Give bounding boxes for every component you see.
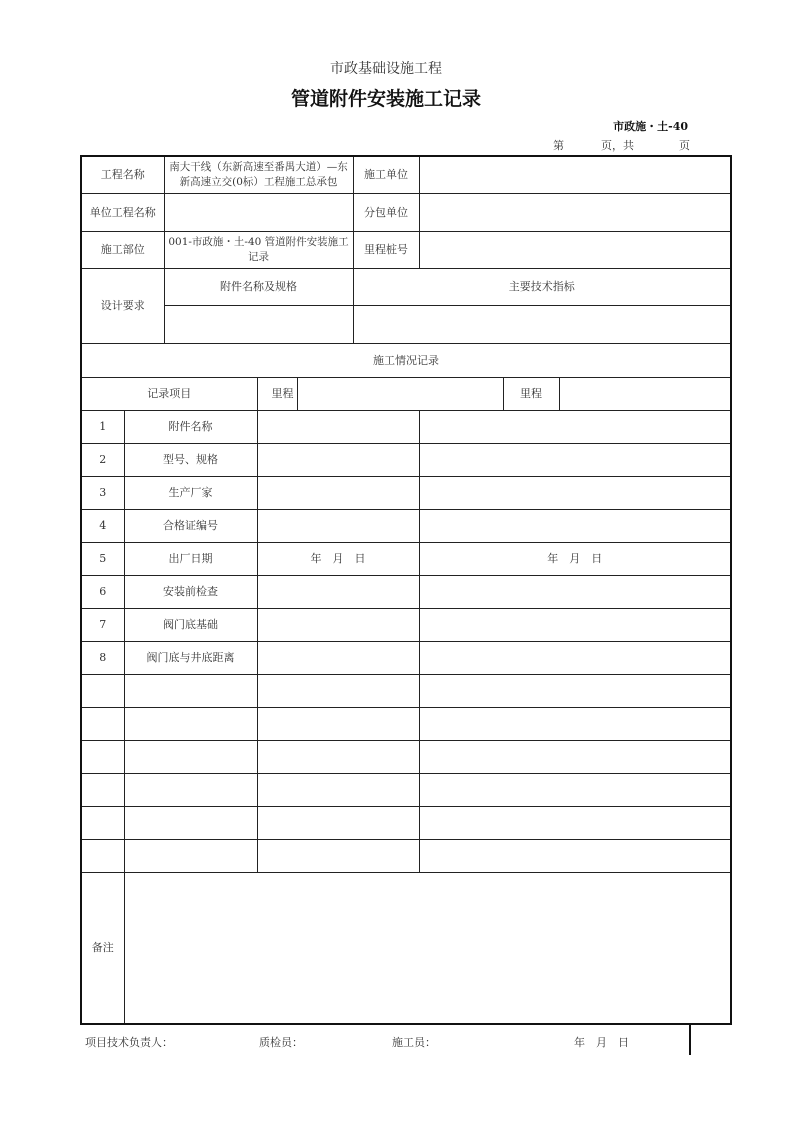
project-name-value: 南大干线（东新高速至番禺大道）—东新高速立交(0标）工程施工总承包 (164, 156, 353, 193)
row-item: 安装前检查 (124, 575, 257, 608)
subcontract-label: 分包单位 (353, 193, 419, 231)
table-row (81, 740, 731, 773)
row-item: 生产厂家 (124, 476, 257, 509)
row-item: 阀门底基础 (124, 608, 257, 641)
table-row (81, 674, 731, 707)
remarks-value[interactable] (124, 872, 731, 1024)
design-col1-header: 附件名称及规格 (164, 268, 353, 305)
page-label-ye-gong: 页，共 (601, 139, 634, 152)
row-value-1[interactable] (257, 608, 419, 641)
row-value-2[interactable] (419, 707, 731, 740)
row-value-1[interactable] (257, 773, 419, 806)
row-value-1[interactable] (257, 806, 419, 839)
row-value-2[interactable] (419, 575, 731, 608)
chainage-label: 里程桩号 (353, 231, 419, 268)
table-row (81, 476, 731, 509)
row-number: 4 (81, 509, 124, 542)
table-row (81, 641, 731, 674)
record-rows (81, 410, 731, 872)
mileage-value-2[interactable] (559, 377, 731, 410)
row-number: 1 (81, 410, 124, 443)
row-value-2[interactable] (419, 608, 731, 641)
unit-project-value[interactable] (164, 193, 353, 231)
row-item: 合格证编号 (124, 509, 257, 542)
row-value-1[interactable]: 年 月 日 (257, 542, 419, 575)
row-item (124, 806, 257, 839)
remarks-label: 备注 (81, 872, 124, 1024)
row-item: 附件名称 (124, 410, 257, 443)
row-value-1[interactable] (257, 443, 419, 476)
footer-date: 年 月 日 (574, 1036, 629, 1049)
row-value-2[interactable] (419, 839, 731, 872)
design-col2-header: 主要技术指标 (353, 268, 731, 305)
mileage-value-1[interactable] (297, 377, 503, 410)
design-label: 设计要求 (81, 268, 164, 343)
table-row (81, 707, 731, 740)
part-value: 001-市政施・土-40 管道附件安装施工记录 (164, 231, 353, 268)
builder-value[interactable] (419, 156, 731, 193)
row-value-1[interactable] (257, 641, 419, 674)
row-value-1[interactable] (257, 740, 419, 773)
table-row (81, 773, 731, 806)
row-value-2[interactable] (419, 476, 731, 509)
footer-tech-lead: 项目技术负责人： (85, 1036, 173, 1049)
design-col2-value[interactable] (353, 305, 731, 343)
row-item: 出厂日期 (124, 542, 257, 575)
project-name-label: 工程名称 (81, 156, 164, 193)
row-value-1[interactable] (257, 410, 419, 443)
row-number (81, 674, 124, 707)
design-col1-value[interactable] (164, 305, 353, 343)
row-item (124, 674, 257, 707)
document-supertitle: 市政基础设施工程 (330, 61, 442, 77)
footer-constructor: 施工员： (392, 1036, 436, 1049)
table-row (81, 509, 731, 542)
row-value-2[interactable] (419, 740, 731, 773)
row-value-1[interactable] (257, 674, 419, 707)
form-code: 市政施・土-40 (613, 120, 688, 133)
table-row (81, 410, 731, 443)
unit-project-label: 单位工程名称 (81, 193, 164, 231)
row-value-2[interactable] (419, 641, 731, 674)
chainage-value[interactable] (419, 231, 731, 268)
row-value-2[interactable] (419, 509, 731, 542)
row-number (81, 740, 124, 773)
table-row (81, 542, 731, 575)
builder-label: 施工单位 (353, 156, 419, 193)
row-number (81, 707, 124, 740)
row-item (124, 773, 257, 806)
row-value-2[interactable] (419, 674, 731, 707)
document-title: 管道附件安装施工记录 (290, 88, 481, 110)
row-number: 5 (81, 542, 124, 575)
row-value-2[interactable] (419, 806, 731, 839)
row-item: 型号、规格 (124, 443, 257, 476)
row-number: 8 (81, 641, 124, 674)
right-border-extension (689, 1024, 691, 1055)
row-number (81, 806, 124, 839)
row-value-1[interactable] (257, 707, 419, 740)
row-item (124, 839, 257, 872)
subcontract-value[interactable] (419, 193, 731, 231)
row-value-2[interactable] (419, 773, 731, 806)
page-label-ye: 页 (679, 139, 690, 152)
row-item (124, 740, 257, 773)
table-row (81, 608, 731, 641)
row-number (81, 839, 124, 872)
row-value-1[interactable] (257, 575, 419, 608)
table-row (81, 575, 731, 608)
record-item-header: 记录项目 (81, 377, 257, 410)
row-number: 7 (81, 608, 124, 641)
row-value-1[interactable] (257, 839, 419, 872)
mileage-label-2: 里程 (503, 377, 559, 410)
row-value-2[interactable] (419, 443, 731, 476)
row-item (124, 707, 257, 740)
table-row (81, 443, 731, 476)
row-number: 6 (81, 575, 124, 608)
row-number: 3 (81, 476, 124, 509)
row-value-2[interactable] (419, 410, 731, 443)
page-label-di: 第 (553, 139, 564, 152)
record-form (80, 155, 732, 1025)
record-section-title: 施工情况记录 (81, 343, 731, 377)
table-row (81, 839, 731, 872)
mileage-label-1: 里程 (257, 377, 297, 410)
row-value-1[interactable] (257, 476, 419, 509)
row-value-2[interactable]: 年 月 日 (419, 542, 731, 575)
row-number: 2 (81, 443, 124, 476)
part-label: 施工部位 (81, 231, 164, 268)
row-item: 阀门底与井底距离 (124, 641, 257, 674)
row-number (81, 773, 124, 806)
table-row (81, 806, 731, 839)
row-value-1[interactable] (257, 509, 419, 542)
footer-inspector: 质检员： (259, 1036, 303, 1049)
